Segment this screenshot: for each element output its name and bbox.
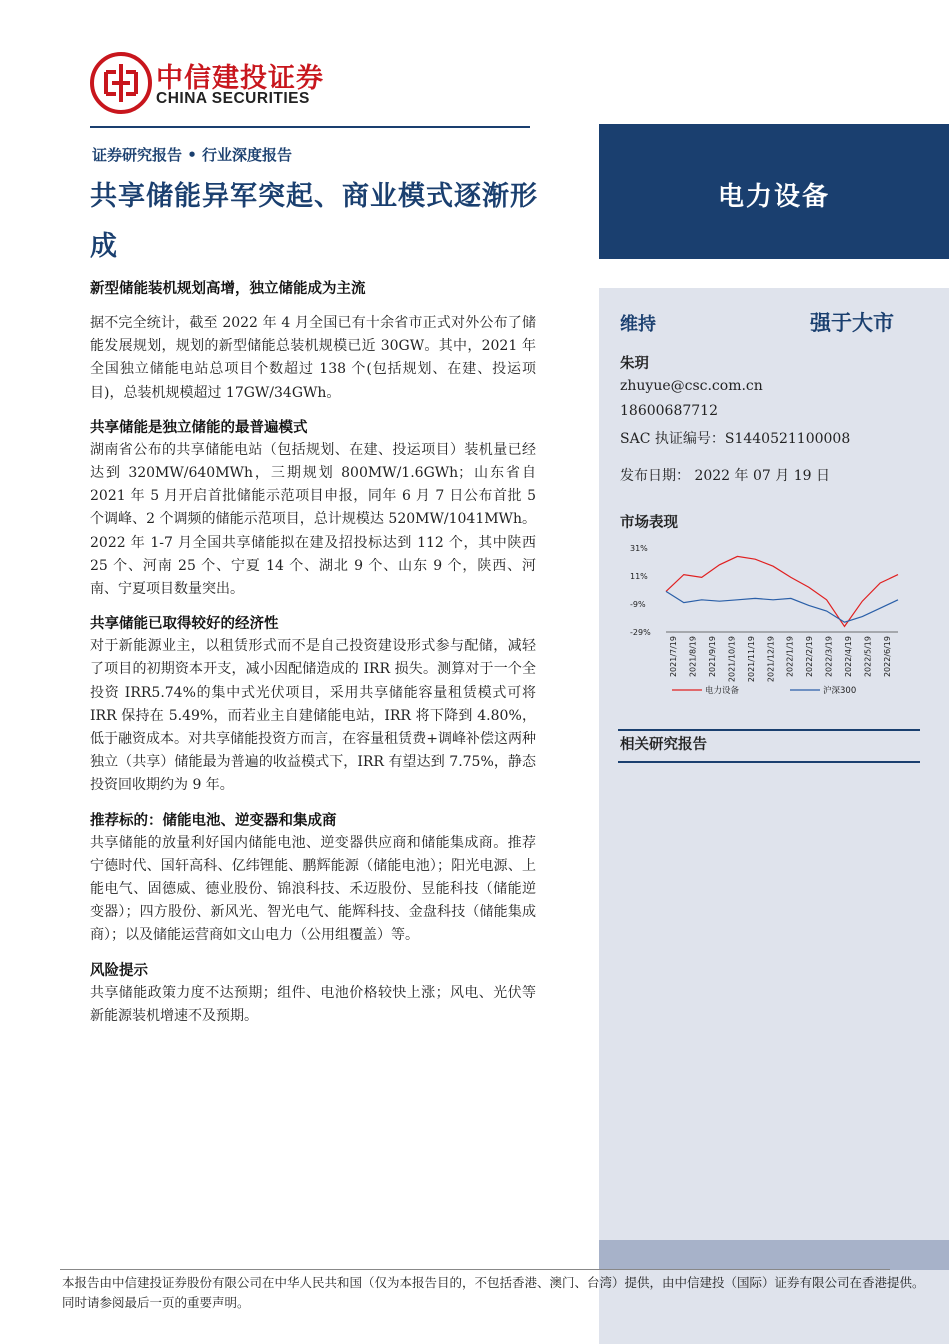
sidebar-footer-band: [599, 1240, 949, 1270]
section-heading: 推荐标的：储能电池、逆变器和集成商: [90, 812, 337, 829]
logo-chinese: 中信建投证券: [156, 63, 324, 94]
legend-label: 沪深300: [823, 686, 857, 696]
related-bottom-divider: [618, 761, 920, 763]
x-tick-label: 2022/5/19: [863, 636, 873, 678]
rating-action: 维持: [620, 314, 656, 335]
section-heading: 新型储能装机规划高增，独立储能成为主流: [90, 281, 366, 297]
section-heading: 共享储能已取得较好的经济性: [90, 616, 279, 633]
x-tick-label: 2021/11/19: [746, 636, 756, 683]
x-tick-label: 2021/7/19: [669, 636, 678, 678]
x-tick-label: 2022/4/19: [844, 636, 854, 678]
logo-icon: [90, 52, 152, 114]
related-divider: [618, 729, 920, 731]
section-body: 共享储能政策力度不达预期；组件、电池价格较快上涨；风电、光伏等新能源装机增速不及预期。: [90, 984, 536, 1024]
x-tick-label: 2022/6/19: [883, 636, 892, 678]
page-title: 共享储能异军突起、商业模式逐渐形成: [90, 181, 538, 262]
section-heading: 共享储能是独立储能的最普遍模式: [90, 419, 308, 436]
header-divider: [90, 126, 530, 128]
x-tick-label: 2021/12/19: [766, 636, 776, 683]
section-body: 共享储能的放量利好国内储能电池、逆变器供应商和储能集成商。推荐宁德时代、国轩高科、亿纬锂能、鹏辉能源（储能电池）；阳光电源、上能电气、固德威、德业股份、锦浪科技、禾迈股份、昱能科技（储能逆变器）；四方股份、新风光、智光电气、能辉科技、金盘科技（储能集成商）；以及储能运营商如文山电力（公用组覆盖）等。: [90, 834, 536, 944]
footer-divider: [60, 1269, 890, 1270]
y-tick-label: -9%: [630, 600, 646, 609]
x-tick-label: 2022/3/19: [824, 636, 834, 678]
analyst-phone: 18600687712: [620, 403, 718, 419]
report-type: 证券研究报告 • 行业深度报告: [92, 146, 293, 164]
section-heading: 风险提示: [90, 962, 148, 979]
x-tick-label: 2022/1/19: [785, 636, 795, 678]
sector-name: 电力设备: [717, 182, 830, 212]
publish-date: 发布日期： 2022 年 07 月 19 日: [620, 468, 830, 484]
logo-english: CHINA SECURITIES: [156, 90, 310, 107]
y-tick-label: -29%: [630, 628, 651, 637]
legend-label: 电力设备: [705, 686, 740, 696]
rating-value: 强于大市: [810, 311, 894, 335]
x-tick-label: 2021/9/19: [707, 636, 717, 678]
y-tick-label: 11%: [630, 572, 648, 581]
analyst-name: 朱玥: [620, 356, 649, 372]
related-heading: 相关研究报告: [620, 737, 707, 753]
section-body: 湖南省公布的共享储能电站（包括规划、在建、投运项目）装机量已经达到 320MW/640MWh，三期规划 800MW/1.6GWh；山东省自 2021 年 5 月开启首批储能示范项目申报，同年 6 月 7 日公布首批 5 个调峰、2 个调频的储能示范项目，总计规模达 520MW/1041MWh。2022 年 1-7 月全国共享储能拟在建及招投标达到 112 个，其中陕西 25 个、河南 25 个、宁夏 14 个、湖北 9 个、山东 9 个，陕西、河南、宁夏项目数量突出。: [90, 441, 536, 598]
market-heading: 市场表现: [620, 515, 678, 531]
x-tick-label: 2022/2/19: [805, 636, 815, 678]
analyst-email[interactable]: zhuyue@csc.com.cn: [620, 378, 763, 394]
market-performance-chart: [628, 538, 918, 700]
analyst-sac: SAC 执证编号：S1440521100008: [620, 431, 851, 447]
section-body: 对于新能源业主，以租赁形式而不是自己投资建设形式参与配储，减轻了项目的初期资本开支，减小因配储造成的 IRR 损失。测算对于一个全投资 IRR5.74%的集中式光伏项目，采用共享储能容量租赁模式可将 IRR 保持在 5.49%，而若业主自建储能电站，IRR 将下降到 4.80%，低于融资成本。对共享储能投资方而言，在容量租赁费+调峰补偿这两种独立（共享）储能最为普遍的收益模式下，IRR 有望达到 7.75%，静态投资回收期约为 9 年。: [90, 638, 536, 794]
section-body: 据不完全统计，截至 2022 年 4 月全国已有十余省市正式对外公布了储能发展规划，规划的新型储能总装机规模已近 30GW。其中，2021 年全国独立储能电站总项目个数超过 138 个(包括规划、在建、投运项目)，总装机规模超过 17GW/34GWh。: [90, 315, 536, 401]
report-summary: [90, 278, 536, 1028]
x-tick-label: 2021/8/19: [688, 636, 698, 678]
y-tick-label: 31%: [630, 544, 648, 553]
series-line: [666, 591, 898, 622]
x-tick-label: 2021/10/19: [727, 636, 737, 683]
footer-disclaimer: 本报告由中信建投证券股份有限公司在中华人民共和国（仅为本报告目的，不包括香港、澳门、台湾）提供，由中信建投（国际）证券有限公司在香港提供。同时请参阅最后一页的重要声明。: [62, 1275, 925, 1310]
